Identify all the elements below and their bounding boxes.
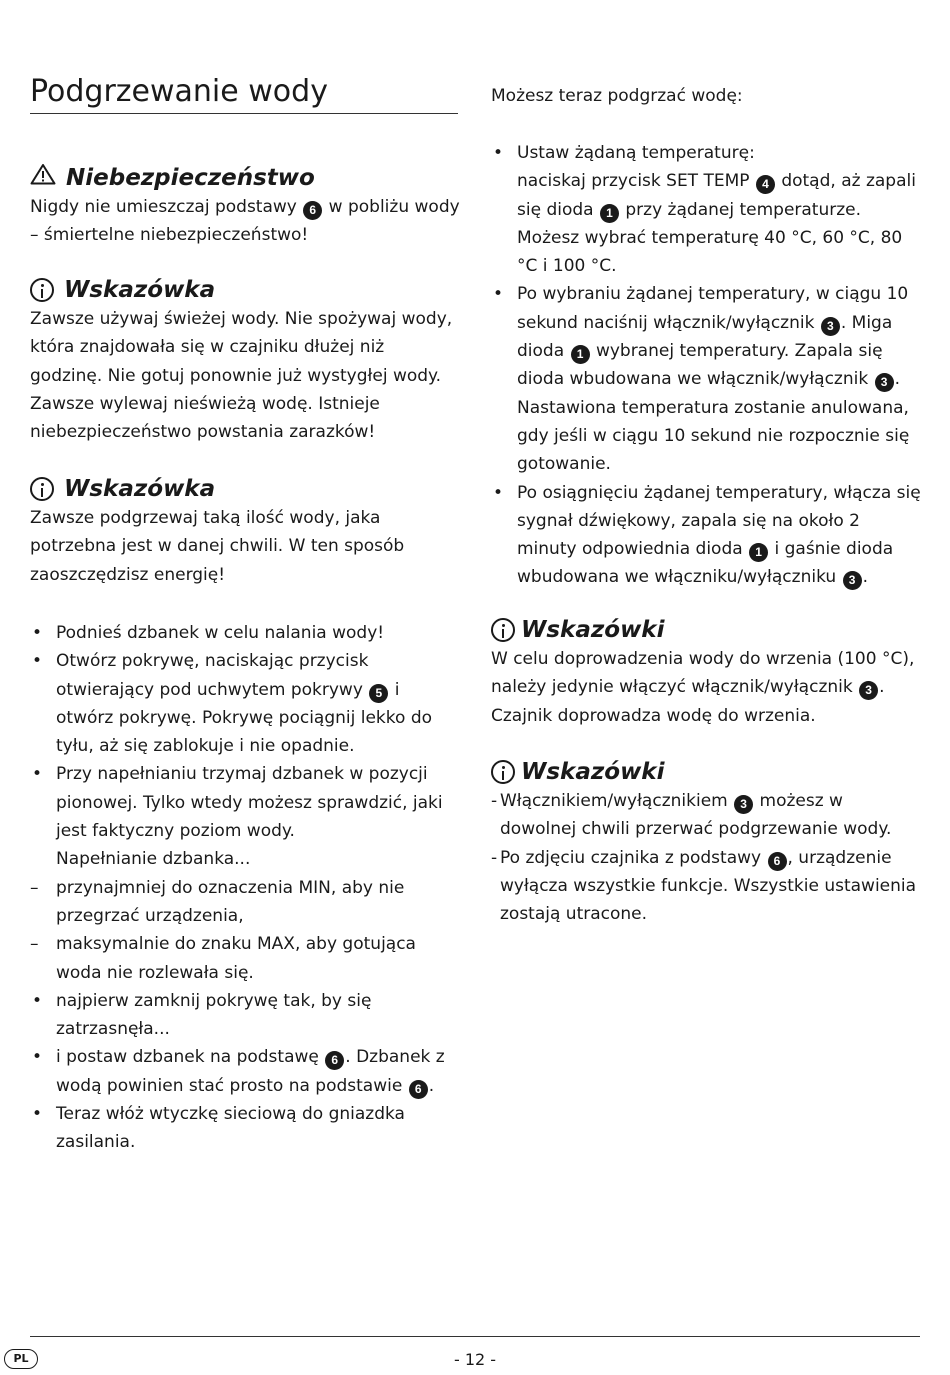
list-item-text: wybranej temperatury. Zapala się dioda wbudowana we włącznik/wyłącznik (517, 341, 883, 390)
tip-heading-label: Wskazówka (64, 277, 216, 303)
list-item (491, 844, 923, 929)
list-item-text: . Nastawiona temperatura zostanie anulowana, gdy jeśli w ciągu 10 sekund nie rozpocznie się gotowanie. (517, 369, 910, 475)
info-icon (30, 278, 54, 302)
tips-heading-2 (491, 757, 923, 787)
list-item-text: Po osiągnięciu żądanej temperatury, włącza się sygnał dźwiękowy, zapala się na około 2 minuty odpowiednia dioda (517, 482, 921, 560)
tip-heading-label: Wskazówka (64, 476, 216, 502)
tip-text-2: Zawsze podgrzewaj taką ilość wody, jaka potrzebna jest w danej chwili. W ten sposób zaoszczędzisz energię! (30, 508, 405, 585)
tip-text-1: Zawsze używaj świeżej wody. Nie spożywaj wody, która znajdowała się w czajniku dłużej niż godzinę. Nie gotuj ponownie już wystygłej wody. Zawsze wylewaj nieświeżą wodę. Istnieje niebezpieczeństwo powstania zarazków! (30, 309, 453, 443)
list-item-text: . Dzbanek z wodą powinien stać prosto na podstawie (56, 1047, 445, 1096)
tip-heading-2 (30, 474, 460, 504)
tips-heading-1 (491, 615, 923, 645)
tips-text-1 (491, 645, 923, 730)
tips-section-1 (491, 615, 923, 730)
ref-number-badge: 3 (859, 681, 878, 700)
list-item (30, 1043, 460, 1100)
list-item-text: Ustaw żądaną temperaturę: (517, 143, 755, 163)
list-item-text: , urządzenie wyłącza wszystkie funkcje. Wszystkie ustawienia zostają utracone. (500, 847, 917, 925)
ref-number-badge: 1 (749, 543, 768, 562)
tip-heading-1 (30, 275, 460, 305)
ref-number-badge: 5 (369, 684, 388, 703)
list-item-text: . (862, 567, 868, 588)
list-item (30, 619, 460, 647)
danger-heading (30, 163, 460, 193)
list-item (491, 280, 923, 478)
language-badge: PL (4, 1349, 38, 1369)
list-item-text: najpierw zamknij pokrywę tak, by się zatrzasnęła... (56, 990, 372, 1040)
list-item-text: dotąd, aż zapali się dioda (517, 171, 916, 220)
list-item-text: przy żądanej temperaturze. Możesz wybrać temperaturę 40 °C, 60 °C, 80 °C i 100 °C. (517, 199, 903, 277)
list-item-text: Po zdjęciu czajnika z podstawy (500, 847, 762, 868)
tips-heading-label: Wskazówki (521, 617, 665, 643)
list-item-text: . Miga dioda (517, 312, 893, 362)
list-item-text: Podnieś dzbanek w celu nalania wody! (56, 623, 385, 643)
ref-number-badge: 1 (571, 345, 590, 364)
ref-number-badge: 6 (768, 852, 787, 871)
list-item-text: i postaw dzbanek na podstawę (56, 1047, 319, 1068)
list-item-text: i gaśnie dioda wbudowana we włączniku/wyłączniku (517, 539, 894, 588)
tip-section-1 (30, 275, 460, 446)
ref-number-badge: 4 (756, 175, 775, 194)
tips-text-a: W celu doprowadzenia wody do wrzenia (100 °C), należy jedynie włączyć włącznik/wyłącznik (491, 649, 915, 698)
list-item (491, 479, 923, 592)
list-item-text: Po wybraniu żądanej temperatury, w ciągu 10 sekund naciśnij włącznik/wyłącznik (517, 284, 909, 333)
list-item-text: Teraz włóż wtyczkę sieciową do gniazdka zasilania. (56, 1104, 405, 1153)
ref-number-badge: 6 (303, 201, 322, 220)
list-item-text: i otwórz pokrywę. Pokrywę pociągnij lekko do tyłu, aż się zablokuje i nie opadnie. (56, 679, 433, 757)
page-number: - 12 - (453, 1350, 497, 1369)
tip-section-2 (30, 474, 460, 589)
info-icon (491, 618, 515, 642)
warning-triangle-icon (30, 163, 56, 193)
tips-section-2 (491, 757, 923, 928)
list-item (30, 874, 460, 931)
danger-text (30, 193, 460, 250)
ref-number-badge: 3 (843, 571, 862, 590)
list-item (30, 760, 460, 873)
tips-heading-label: Wskazówki (521, 759, 665, 785)
list-item-text: Włącznikiem/wyłącznikiem (500, 791, 728, 811)
list-item (491, 139, 923, 280)
tips-list (491, 787, 923, 928)
danger-text-a: Nigdy nie umieszczaj podstawy (30, 197, 297, 217)
list-item-text: Przy napełnianiu trzymaj dzbanek w pozycji pionowej. Tylko wtedy możesz sprawdzić, jaki jest faktyczny poziom wody. (56, 764, 443, 842)
ref-number-badge: 3 (875, 373, 894, 392)
intro-text: Możesz teraz podgrzać wodę: (491, 86, 743, 106)
danger-text-b: w pobliżu wody – śmiertelne niebezpieczeństwo! (30, 197, 460, 246)
list-item (30, 1100, 460, 1157)
list-item (30, 987, 460, 1044)
ref-number-badge: 6 (325, 1051, 344, 1070)
list-item-subtext: Napełnianie dzbanka... (56, 849, 251, 870)
danger-section (30, 163, 460, 250)
list-item-text: Otwórz pokrywę, naciskając przycisk otwierający pod uchwytem pokrywy (56, 651, 369, 700)
ref-number-badge: 3 (821, 317, 840, 336)
list-item (30, 647, 460, 760)
ref-number-badge: 6 (409, 1080, 428, 1099)
page-title: Podgrzewanie wody (30, 74, 458, 114)
list-item-text: przynajmniej do oznaczenia MIN, aby nie przegrzać urządzenia, (56, 877, 405, 926)
footer-divider (30, 1336, 920, 1337)
list-item-text: maksymalnie do znaku MAX, aby gotująca woda nie rozlewała się. (56, 934, 416, 983)
list-item-text: . (428, 1075, 435, 1096)
list-item (491, 787, 923, 844)
danger-heading-label: Niebezpieczeństwo (66, 165, 315, 191)
list-item (30, 930, 460, 987)
steps-list (30, 619, 460, 1157)
info-icon (30, 477, 54, 501)
ref-number-badge: 1 (600, 204, 619, 223)
list-item-text: naciskaj przycisk SET TEMP (517, 171, 750, 192)
ref-number-badge: 3 (734, 795, 753, 814)
info-icon (491, 760, 515, 784)
tips-text-b: . Czajnik doprowadza wodę do wrzenia. (491, 677, 885, 726)
heating-steps-list (491, 139, 923, 592)
list-item-text: możesz w dowolnej chwili przerwać podgrzewanie wody. (500, 791, 892, 840)
